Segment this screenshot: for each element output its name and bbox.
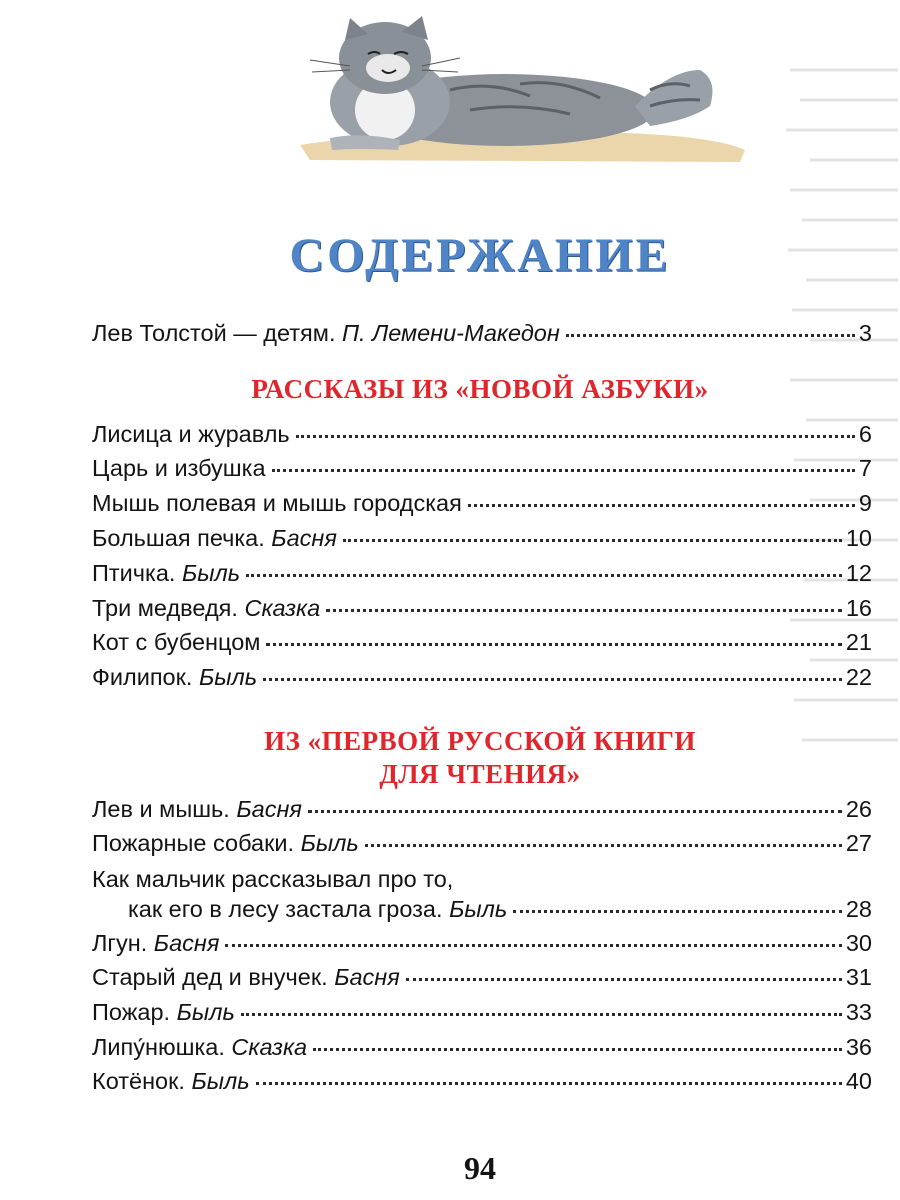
toc-entry[interactable] [92, 995, 872, 1029]
dot-leader [313, 1048, 842, 1051]
toc-entry[interactable] [92, 521, 872, 555]
entry-page: 9 [858, 490, 872, 516]
toc-entry[interactable] [92, 926, 872, 960]
entry-page: 22 [845, 664, 872, 690]
entry-label: как его в лесу застала гроза. Быль [128, 896, 508, 922]
section-heading-2-line2: ДЛЯ ЧТЕНИЯ» [379, 759, 581, 789]
dot-leader [308, 810, 842, 813]
entry-page: 6 [858, 421, 872, 447]
page-number: 94 [464, 1150, 496, 1186]
dot-leader [241, 1013, 842, 1016]
toc-entry[interactable] [92, 660, 872, 694]
entry-label: Филипок. Быль [92, 664, 258, 690]
dot-leader [266, 643, 841, 646]
entry-page: 31 [845, 964, 872, 990]
entry-label: Лисица и журавль [92, 421, 290, 447]
dot-leader [513, 910, 842, 913]
dot-leader [225, 944, 841, 947]
entry-label: Большая печка. Басня [92, 525, 337, 551]
toc-entry[interactable] [92, 960, 872, 994]
dot-leader [468, 504, 855, 507]
entry-page: 10 [845, 525, 872, 551]
entry-page: 3 [858, 320, 872, 346]
toc-entry[interactable] [92, 486, 872, 520]
entry-label: Кот с бубенцом [92, 629, 261, 655]
entry-page: 30 [845, 930, 872, 956]
dot-leader [326, 609, 842, 612]
toc-entry[interactable] [92, 591, 872, 625]
entry-label: Пожар. Быль [92, 999, 235, 1025]
entry-page: 33 [845, 999, 872, 1025]
cat-illustration [290, 10, 750, 170]
toc-entry-line1[interactable]: Как мальчик рассказывал про то, [92, 866, 454, 892]
entry-page: 16 [845, 595, 872, 621]
dot-leader [256, 1082, 842, 1085]
entry-label: Лев и мышь. Басня [92, 796, 302, 822]
entry-label: Царь и избушка [92, 455, 266, 481]
entry-page: 27 [845, 830, 872, 856]
dot-leader [246, 574, 842, 577]
toc-entry[interactable] [92, 451, 872, 485]
entry-label: Лгун. Басня [92, 930, 220, 956]
entry-label: Мышь полевая и мышь городская [92, 490, 462, 516]
toc-entry[interactable] [92, 556, 872, 590]
entry-label: Липу́нюшка. Сказка [92, 1034, 308, 1060]
dot-leader [343, 539, 842, 542]
dot-leader [566, 334, 855, 337]
entry-page: 21 [845, 629, 872, 655]
toc-entry[interactable] [92, 1064, 872, 1098]
toc-entry-intro[interactable] [92, 316, 872, 350]
entry-label: Лев Толстой — детям. П. Лемени-Македон [92, 320, 560, 346]
dot-leader [365, 844, 842, 847]
entry-page: 40 [845, 1068, 872, 1094]
toc-entry[interactable] [92, 625, 872, 659]
entry-label: Старый дед и внучек. Басня [92, 964, 400, 990]
dot-leader [296, 435, 855, 438]
section-heading-2-line1: ИЗ «ПЕРВОЙ РУССКОЙ КНИГИ [264, 726, 696, 756]
dot-leader [272, 469, 855, 472]
toc-entry[interactable] [92, 792, 872, 826]
entry-label: Котёнок. Быль [92, 1068, 250, 1094]
entry-label: Пожарные собаки. Быль [92, 830, 359, 856]
entry-page: 28 [845, 896, 872, 922]
entry-page: 36 [845, 1034, 872, 1060]
entry-label: Птичка. Быль [92, 560, 241, 586]
toc-entry[interactable] [92, 1030, 872, 1064]
entry-page: 26 [845, 796, 872, 822]
toc-entry[interactable] [128, 892, 872, 926]
entry-page: 12 [845, 560, 872, 586]
page-title: СОДЕРЖАНИЕ [289, 229, 671, 282]
entry-page: 7 [858, 455, 872, 481]
toc-entry[interactable] [92, 826, 872, 860]
section-heading-1: РАССКАЗЫ ИЗ «НОВОЙ АЗБУКИ» [251, 374, 709, 404]
entry-label: Три медведя. Сказка [92, 595, 321, 621]
toc-entry[interactable] [92, 417, 872, 451]
dot-leader [406, 978, 842, 981]
dot-leader [263, 678, 842, 681]
